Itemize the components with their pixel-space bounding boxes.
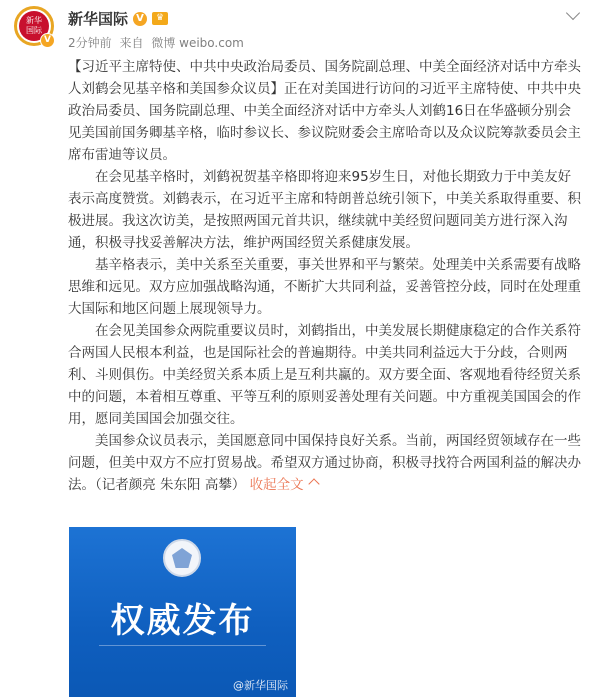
post-paragraph-1: 【习近平主席特使、中共中央政治局委员、国务院副总理、中美全面经济对话中方牵头人刘鹤会见基辛格和美国参众议员】正在对美国进行访问的习近平主席特使、中共中央政治局委员、国务院副总理、中美全面经济对话中方牵头人刘鹤16日在华盛顿分别会见美国前国务卿基辛格，临时参议长、参议院财委会主席哈奇以及众议院筹款委员会主席布雷迪等议员。 [68, 59, 581, 163]
emblem-shape [172, 548, 192, 568]
post-meta [68, 34, 248, 51]
post-paragraph-2: 在会见基辛格时，刘鹤祝贺基辛格即将迎来95岁生日，对他长期致力于中美友好表示高度赞赏。刘鹤表示，在习近平主席和特朗普总统引领下，中美关系取得重要、积极进展。我这次访美，是按照两国元首共识，继续就中美经贸问题同美方进行深入沟通，积极寻找妥善解决方法，维护两国经贸关系健康发展。 [68, 169, 581, 251]
collapse-full-text-link[interactable] [250, 477, 318, 493]
post-paragraph-4: 在会见美国参众两院重要议员时，刘鹤指出，中美发展长期健康稳定的合作关系符合两国人民根本利益，也是国际社会的普遍期待。中美共同利益远大于分歧，合则两利、斗则俱伤。中美经贸关系本质上是互利共赢的。双方要全面、客观地看待经贸关系中的问题，本着相互尊重、平等互利的原则妥善处理有关问题。中方重视美国国会的作用，愿同美国国会加强交往。 [68, 323, 581, 427]
collapse-label: 收起全文 [249, 477, 304, 493]
post-image[interactable] [69, 527, 296, 697]
verified-v-icon: V [133, 12, 147, 26]
chevron-down-icon[interactable] [566, 6, 580, 20]
member-level-icon: ♛ [152, 12, 168, 25]
avatar-text-bottom: 国际 [26, 26, 42, 35]
post-paragraph-3: 基辛格表示，美中关系至关重要，事关世界和平与繁荣。处理美中关系需要有战略思维和远见。双方应加强战略沟通，不断扩大共同利益，妥善管控分歧，同时在处理重大国际和地区问题上展现领导力。 [68, 257, 581, 317]
verified-badge-icon: V [40, 33, 55, 48]
source-prefix: 来自 [119, 36, 144, 50]
avatar-text-top: 新华 [26, 16, 42, 25]
post-paragraph-5-wrap [68, 430, 584, 496]
account-header [68, 8, 168, 29]
post-content [68, 56, 584, 496]
post-time[interactable]: 2分钟前 [68, 36, 112, 50]
chevron-up-icon [308, 478, 319, 489]
post-source[interactable]: 微博 weibo.com [151, 36, 244, 50]
image-watermark: @新华国际 [233, 679, 288, 692]
account-name[interactable]: 新华国际 [68, 10, 129, 28]
banner-title: 权威发布 [110, 601, 255, 641]
post-paragraph-5: 美国参众议员表示，美国愿意同中国保持良好关系。当前，两国经贸领域存在一些问题，但美中双方不应打贸易战。希望双方通过协商，积极寻找符合两国利益的解决办法。（记者颜亮 朱东阳 高攀） [68, 433, 581, 493]
emblem-icon [163, 539, 201, 577]
banner-divider [99, 645, 266, 646]
